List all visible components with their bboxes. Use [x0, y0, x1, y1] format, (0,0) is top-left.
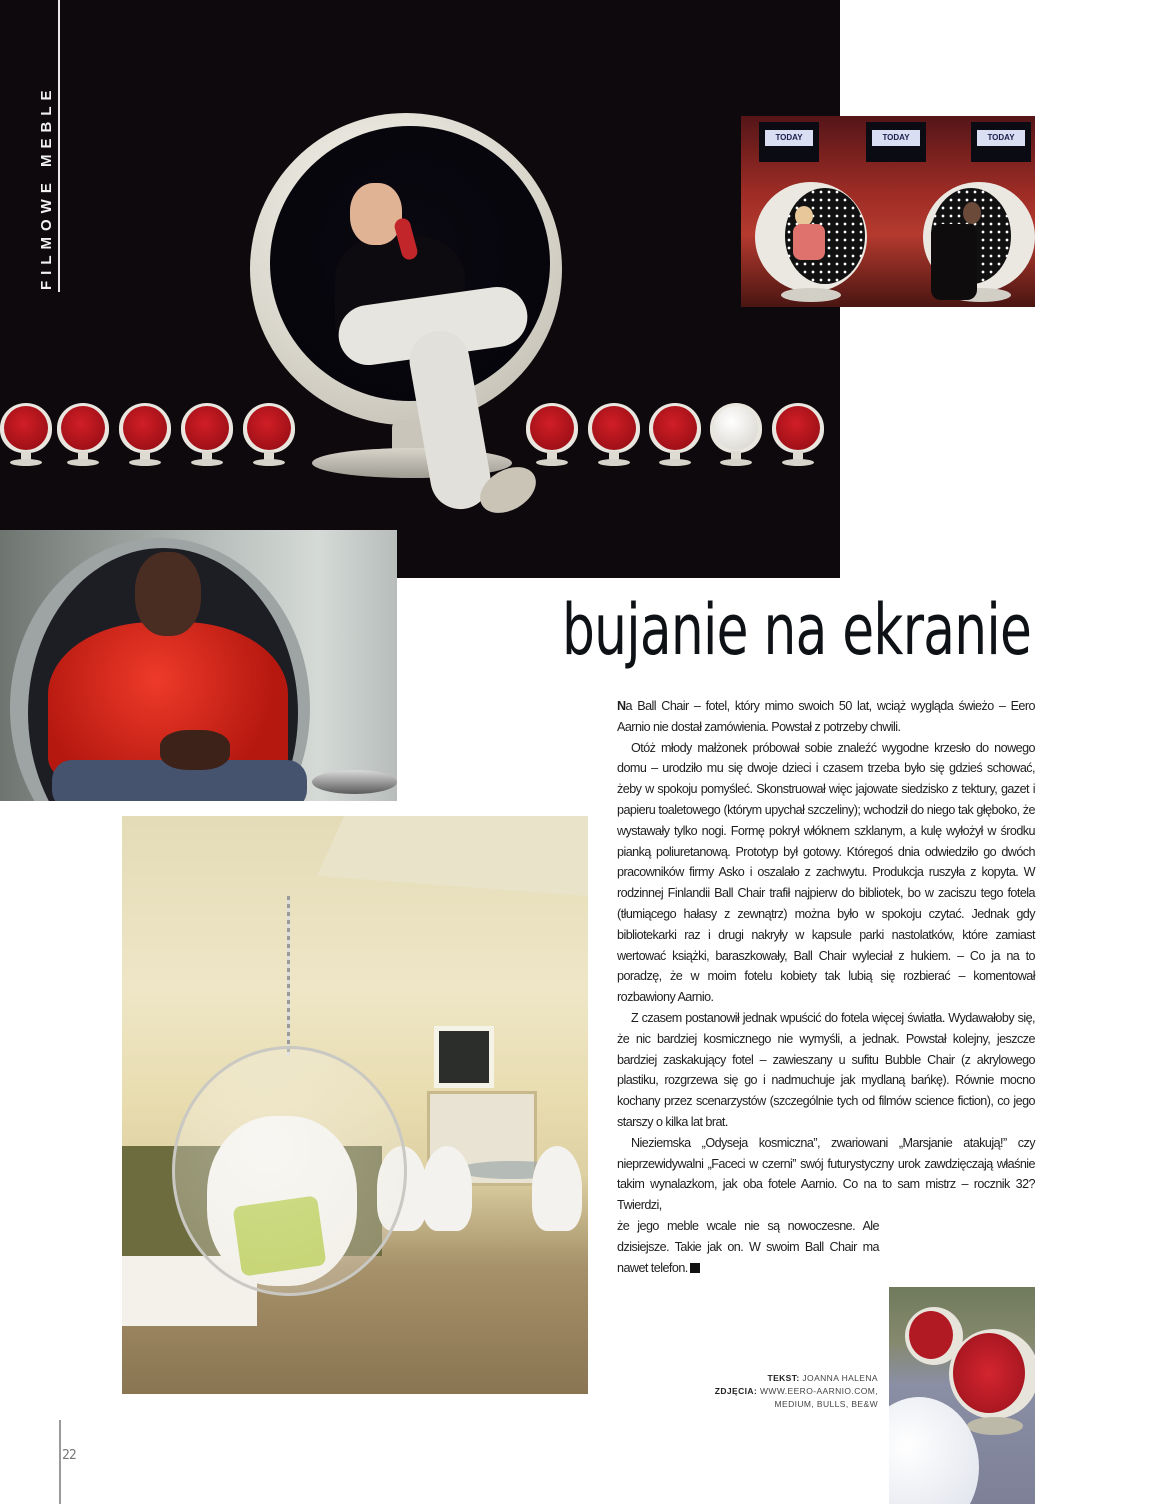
tv-screen: TODAY — [866, 122, 926, 162]
mini-ball-chair — [588, 403, 640, 465]
folio-rule — [59, 1420, 61, 1504]
section-rule — [58, 0, 60, 292]
mini-ball-chair — [57, 403, 109, 465]
paragraph: Z czasem postanowił jednak wpuścić do fotela więcej światła. Wydawałoby się, że nic bardziej kosmicznego nie wymyśli, a jednak. Powstał kolejny, jeszcze bardziej zaskakujący fotel – zawieszany u sufitu Bubble Chair (z akrylowego plastiku, rozgrzewa się go i nadmuchuje jak mydlaną bańkę). Równie mocno kochany przez scenarzystów (szczególnie tych od filmów science fiction), co jego starszy o kilka lat brat. — [617, 1010, 1035, 1129]
bubble-chair — [172, 1046, 407, 1296]
man — [931, 224, 977, 300]
dining-chair — [422, 1146, 472, 1231]
hero-photo — [0, 0, 840, 578]
dining-chair — [532, 1146, 582, 1231]
credit-source: MEDIUM, BULLS, BE&W — [774, 1399, 878, 1409]
dropcap: N — [617, 699, 626, 713]
white-ball — [889, 1397, 979, 1504]
hanging-chain — [287, 896, 290, 1056]
mini-ball-chair — [243, 403, 295, 465]
tv-screen: TODAY — [971, 122, 1031, 162]
mini-ball-chair — [119, 403, 171, 465]
mini-ball-chair — [649, 403, 701, 465]
mini-ball-chair — [772, 403, 824, 465]
ball-chair-interior — [909, 1311, 953, 1359]
section-label: FILMOWE MEBLE — [38, 84, 55, 290]
woman — [793, 224, 825, 260]
mini-ball-chair — [526, 403, 578, 465]
paragraph: Na Ball Chair – fotel, który mimo swoich 50 lat, wciąż wygląda świeżo – Eero Aarnio nie dostał zamówienia. Powstał z potrzeby chwili. — [617, 699, 1035, 734]
mini-ball-chair-white — [710, 403, 762, 465]
tv-screen: TODAY — [759, 122, 819, 162]
credit-source: WWW.EERO-AARNIO.COM, — [759, 1386, 878, 1396]
page-number: 22 — [62, 1448, 76, 1463]
headline: bujanie na ekranie — [562, 589, 1032, 671]
credit-author: JOANNA HALENA — [802, 1373, 878, 1383]
credit-label: ZDJĘCIA: — [714, 1386, 758, 1396]
paragraph-end: że jego meble wcale nie są nowoczesne. Ale dzisiejsze. Takie jak on. W swoim Ball Chair ma nawet telefon. — [617, 1218, 879, 1275]
men-in-black-photo — [0, 530, 397, 801]
tv-studio-photo — [741, 116, 1035, 307]
wall-art — [434, 1026, 494, 1088]
ball-chair-interior — [953, 1333, 1025, 1413]
paragraph: Nieziemska „Odyseja kosmiczna”, zwariowani „Marsjanie atakują!” czy nieprzewidywalni „Faceci w czerni” swój futurystyczny urok zawdzięczają właśnie takim wynalazkom, jak oba fotele Aarnio. Co na to sam mistrz – rocznik 32? Twierdzi, — [617, 1135, 1035, 1213]
ball-chairs-photo — [889, 1287, 1035, 1504]
hands — [160, 730, 230, 770]
mini-ball-chair — [0, 403, 52, 465]
person-head — [350, 183, 402, 245]
man-head — [963, 202, 981, 224]
mini-ball-chair — [181, 403, 233, 465]
article-body — [617, 696, 1035, 1278]
woman-head — [795, 206, 813, 226]
metal-bowl — [312, 770, 397, 794]
chair-base — [781, 288, 841, 302]
credit-label: TEKST: — [767, 1373, 800, 1383]
bubble-chair-interior-photo — [122, 816, 588, 1394]
chair-base — [967, 1417, 1023, 1435]
paragraph: Otóż młody małżonek próbował sobie znaleźć wygodne krzesło do nowego domu – urodziło mu się dwoje dzieci i czasem trzeba było się gdzieś schować, żeby w spokoju pomyśleć. Skonstruował więc jajowate siedzisko z tektury, gazet i papieru toaletowego (którym upychał szczeliny); wchodził do niego tak głęboko, że wystawały tylko nogi. Formę pokrył włóknem szklanym, a kulę wyłożył w środku pianką poliuretanową. Prototyp był gotowy. Któregoś dnia odwiedziło go dwóch pracowników firmy Asko i oszalało z zachwytu. Produkcja ruszyła z kopyta. W rodzinnej Finlandii Ball Chair trafił najpierw do bibliotek, bo w zaciszu tego fotela (tłumiącego hałasy z zewnątrz) można było w spokoju czytać. Jednak gdy bibliotekarki raz i drugi nakryły w kapsule parki nastolatków, które zamiast wertować książki, baraszkowały, Ball Chair wyleciał z hukiem. – Co ja na to poradzę, że w moim fotelu kobiety tak lubią się rozbierać – komentował rozbawiony Aarnio. — [617, 740, 1035, 1005]
ceiling — [317, 816, 588, 896]
photo-credits — [680, 1372, 878, 1411]
person-head — [135, 552, 201, 636]
end-mark-icon — [690, 1263, 700, 1273]
